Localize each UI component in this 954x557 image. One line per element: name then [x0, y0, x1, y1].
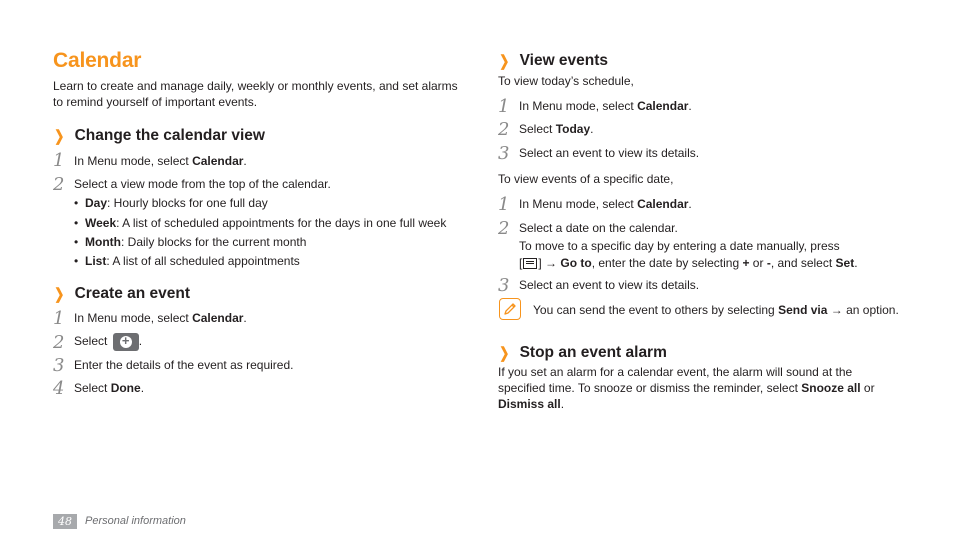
step-number: 4: [53, 378, 65, 399]
bullet-day: • Day: Hourly blocks for one full day: [74, 196, 268, 210]
stop-alarm-line-1: If you set an alarm for a calendar event, the alarm will sound at the: [498, 365, 853, 379]
bullet-month: • Month: Daily blocks for the current month: [74, 235, 307, 249]
step-number: 1: [498, 96, 510, 117]
step-create-4: Select Done.: [74, 381, 145, 395]
step-specific-1: In Menu mode, select Calendar.: [519, 197, 692, 211]
heading-text: Create an event: [74, 285, 191, 302]
chevron-right-icon: ❯: [54, 286, 65, 303]
heading-text: Change the calendar view: [74, 127, 265, 144]
add-event-icon: [113, 333, 139, 351]
step-specific-3: Select an event to view its details.: [519, 278, 700, 292]
chevron-right-icon: ❯: [499, 53, 510, 70]
step-today-1: In Menu mode, select Calendar.: [519, 99, 692, 113]
step-number: 3: [498, 275, 510, 296]
step-today-3: Select an event to view its details.: [519, 146, 700, 160]
step-number: 2: [498, 218, 510, 239]
section-stop-alarm-heading: [498, 344, 667, 362]
page-title: Calendar: [53, 49, 142, 72]
step-change-view-1: In Menu mode, select Calendar.: [74, 154, 247, 168]
section-change-view-heading: [53, 127, 265, 145]
note-pencil-icon: [499, 298, 521, 320]
step-number: 2: [53, 332, 65, 353]
step-today-2: Select Today.: [519, 122, 594, 136]
step-specific-2-detail-2: [ ] → Go to, enter the date by selecting + or -, and select Set.: [519, 256, 858, 270]
step-create-3: Enter the details of the event as required.: [74, 358, 294, 372]
step-number: 3: [53, 355, 65, 376]
section-create-event-heading: [53, 285, 190, 303]
chevron-right-icon: ❯: [499, 345, 510, 362]
chevron-right-icon: ❯: [54, 128, 65, 145]
step-change-view-2: Select a view mode from the top of the calendar.: [74, 177, 331, 191]
step-number: 2: [53, 174, 65, 195]
heading-text: View events: [519, 52, 609, 69]
step-number: 2: [498, 119, 510, 140]
step-create-1: In Menu mode, select Calendar.: [74, 311, 247, 325]
stop-alarm-line-3: Dismiss all.: [498, 397, 565, 411]
section-view-events-heading: [498, 52, 608, 70]
step-number: 1: [498, 194, 510, 215]
step-number: 1: [53, 308, 65, 329]
stop-alarm-line-2: specified time. To snooze or dismiss the reminder, select Snooze all or: [498, 381, 875, 395]
bullet-week: • Week: A list of scheduled appointments for the days in one full week: [74, 216, 447, 230]
specific-intro: To view events of a specific date,: [498, 172, 674, 186]
step-number: 1: [53, 150, 65, 171]
step-specific-2-detail-1: To move to a specific day by entering a date manually, press: [519, 239, 840, 253]
footer-section-name: Personal information: [85, 515, 186, 527]
page-number: 48: [53, 514, 77, 529]
today-intro: To view today’s schedule,: [498, 74, 634, 88]
intro-text: Learn to create and manage daily, weekly or monthly events, and set alarms to remind yourself of important events.: [53, 79, 458, 109]
menu-key-icon: [523, 258, 537, 269]
step-specific-2: Select a date on the calendar.: [519, 221, 678, 235]
step-number: 3: [498, 143, 510, 164]
step-create-2: Select +.: [74, 333, 142, 351]
note-text: You can send the event to others by selecting Send via → an option.: [533, 303, 899, 317]
bullet-list: • List: A list of all scheduled appointments: [74, 254, 300, 268]
heading-text: Stop an event alarm: [519, 344, 667, 361]
